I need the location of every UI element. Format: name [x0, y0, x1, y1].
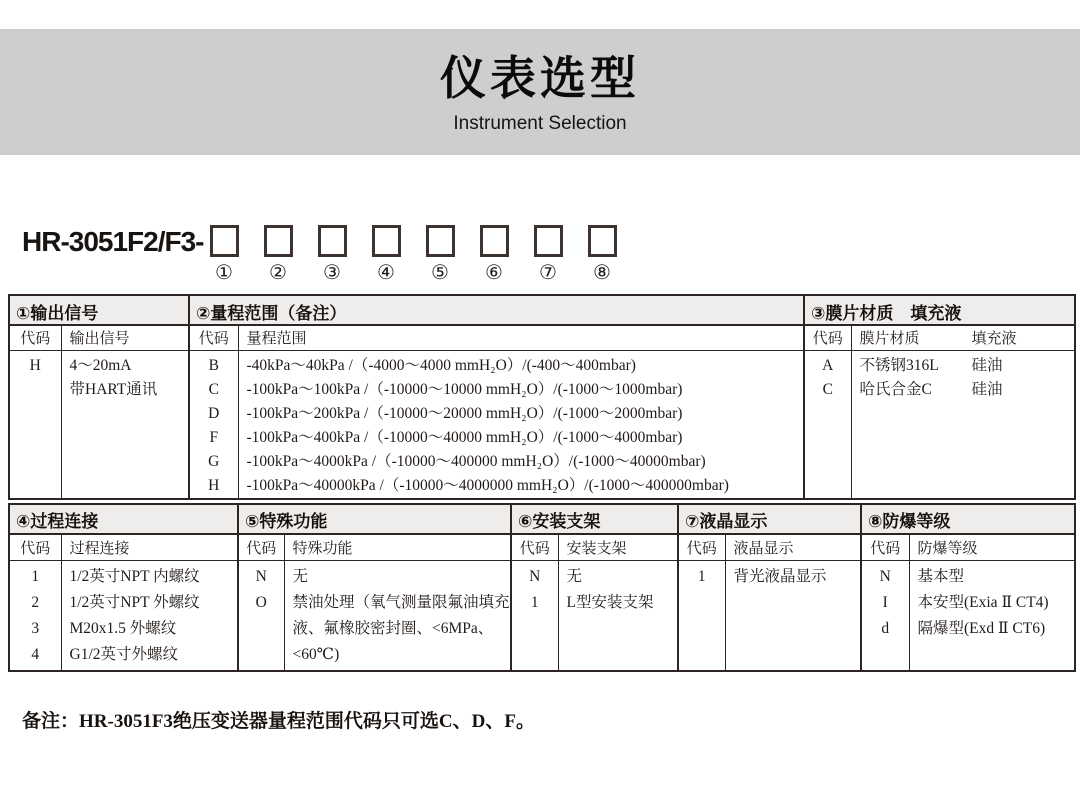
diaphragm-code: A — [822, 356, 834, 374]
special-code: N — [255, 568, 267, 585]
model-code-row — [22, 225, 1080, 284]
diaphragm-code: C — [822, 380, 833, 398]
process-desc-cell — [61, 561, 238, 671]
output-desc-line: 带HART通讯 — [69, 380, 158, 398]
range-desc: -100kPa～100kPa /（-10000～10000 mmH₂O）/(-1000～1000mbar) — [246, 380, 683, 398]
special-desc: 禁油处理（氧气测量限氟油填充液、氟橡胶密封圈、<6MPa、<60℃) — [292, 594, 510, 663]
explosion-code-header: 代码 — [861, 534, 909, 561]
range-code: G — [208, 452, 220, 470]
process-desc: 1/2英寸NPT 内螺纹 — [69, 568, 200, 585]
model-slot-1 — [210, 225, 239, 284]
range-code: F — [209, 428, 219, 446]
position-number-3: ③ — [323, 262, 341, 284]
process-desc: M20x1.5 外螺纹 — [69, 620, 177, 637]
explosion-code: d — [881, 620, 890, 637]
model-slot-6 — [480, 225, 509, 284]
model-code-box-8 — [588, 225, 617, 257]
range-desc: -100kPa～40000kPa /（-10000～4000000 mmH₂O）/(-1000～400000mbar) — [246, 476, 729, 494]
diaphragm-desc-cell — [851, 350, 1075, 499]
range-desc-cell — [238, 350, 804, 499]
page-banner — [0, 29, 1080, 155]
process-desc: 1/2英寸NPT 外螺纹 — [69, 594, 200, 611]
model-code-box-5 — [426, 225, 455, 257]
model-slot-2 — [264, 225, 293, 284]
explosion-desc: 基本型 — [917, 568, 965, 585]
explosion-code: I — [882, 594, 888, 611]
diaphragm-fill: 硅油 — [971, 380, 1003, 398]
range-code: C — [208, 380, 219, 398]
bracket-code: 1 — [530, 594, 539, 611]
output-desc-header: 输出信号 — [61, 325, 189, 350]
special-desc-header: 特殊功能 — [284, 534, 511, 561]
range-desc-header: 量程范围 — [238, 325, 804, 350]
output-code: H — [29, 356, 41, 374]
bottom-body-row — [9, 561, 1075, 671]
top-section-header-row — [9, 295, 1075, 325]
model-code-box-3 — [318, 225, 347, 257]
display-code-cell — [678, 561, 725, 671]
model-code-box-1 — [210, 225, 239, 257]
section-title-display: ⑦液晶显示 — [678, 504, 861, 534]
output-code-cell — [9, 350, 61, 499]
footer-note: 备注：HR-3051F3绝压变送器量程范围代码只可选C、D、F。 — [22, 710, 535, 732]
output-desc-cell — [61, 350, 189, 499]
display-desc-cell — [725, 561, 861, 671]
top-body-row — [9, 350, 1075, 499]
position-number-2: ② — [269, 262, 287, 284]
display-desc: 背光液晶显示 — [733, 568, 827, 585]
selection-table-top — [8, 294, 1076, 500]
section-title-process: ④过程连接 — [9, 504, 238, 534]
bottom-subheader-row — [9, 534, 1075, 561]
range-code-cell — [189, 350, 238, 499]
section-title-explosion: ⑧防爆等级 — [861, 504, 1075, 534]
bracket-code-cell — [511, 561, 558, 671]
explosion-desc: 本安型(Exia Ⅱ CT4) — [917, 594, 1049, 611]
process-desc: G1/2英寸外螺纹 — [69, 646, 179, 663]
top-subheader-row — [9, 325, 1075, 350]
explosion-desc: 隔爆型(Exd Ⅱ CT6) — [917, 620, 1046, 637]
range-desc: -40kPa～40kPa /（-4000～4000 mmH₂O）/(-400～400mbar) — [246, 356, 636, 374]
model-code-box-4 — [372, 225, 401, 257]
bracket-desc: L型安装支架 — [566, 594, 654, 611]
model-code-box-2 — [264, 225, 293, 257]
model-code-box-7 — [534, 225, 563, 257]
model-prefix: HR-3051F2/F3- — [22, 226, 204, 257]
bracket-code-header: 代码 — [511, 534, 558, 561]
range-desc: -100kPa～4000kPa /（-10000～400000 mmH₂O）/(-1000～40000mbar) — [246, 452, 706, 470]
diaphragm-row — [860, 378, 1075, 402]
display-desc-header: 液晶显示 — [725, 534, 861, 561]
special-code-cell — [238, 561, 284, 671]
explosion-code-cell — [861, 561, 909, 671]
process-code-cell — [9, 561, 61, 671]
diaphragm-code-header: 代码 — [804, 325, 851, 350]
special-code-header: 代码 — [238, 534, 284, 561]
section-title-bracket: ⑥安装支架 — [511, 504, 678, 534]
position-number-6: ⑥ — [485, 262, 503, 284]
page-subtitle: Instrument Selection — [453, 113, 627, 134]
output-code-header: 代码 — [9, 325, 61, 350]
process-desc-header: 过程连接 — [61, 534, 238, 561]
process-code: 1 — [31, 568, 40, 585]
diaphragm-material-header: 膜片材质 — [859, 331, 920, 348]
model-code-box-6 — [480, 225, 509, 257]
special-desc-cell — [284, 561, 511, 671]
bottom-section-header-row — [9, 504, 1075, 534]
range-desc: -100kPa～400kPa /（-10000～40000 mmH₂O）/(-1000～4000mbar) — [246, 428, 683, 446]
output-desc-line: 4～20mA — [69, 356, 132, 374]
range-code-header: 代码 — [189, 325, 238, 350]
process-code: 2 — [31, 594, 40, 611]
diaphragm-code-cell — [804, 350, 851, 499]
process-code-header: 代码 — [9, 534, 61, 561]
selection-table-bottom — [8, 503, 1076, 672]
model-slot-4 — [372, 225, 401, 284]
range-code: B — [208, 356, 219, 374]
display-code: 1 — [697, 568, 706, 585]
process-code: 4 — [31, 646, 40, 663]
section-title-diaphragm: ③膜片材质 填充液 — [804, 295, 1075, 325]
special-code: O — [255, 594, 267, 611]
page-title: 仪表选型 — [440, 52, 640, 104]
position-number-8: ⑧ — [593, 262, 611, 284]
model-code-slots — [210, 225, 642, 284]
section-title-output: ①输出信号 — [9, 295, 189, 325]
diaphragm-fill: 硅油 — [971, 356, 1003, 374]
range-desc: -100kPa～200kPa /（-10000～20000 mmH₂O）/(-1000～2000mbar) — [246, 404, 683, 422]
diaphragm-row — [860, 354, 1075, 378]
section-title-special: ⑤特殊功能 — [238, 504, 511, 534]
diaphragm-fill-header: 填充液 — [971, 331, 1017, 348]
range-code: D — [208, 404, 220, 422]
position-number-1: ① — [215, 262, 233, 284]
bracket-desc-header: 安装支架 — [558, 534, 678, 561]
range-code: H — [208, 476, 220, 494]
bracket-desc: 无 — [566, 568, 583, 585]
section-title-range: ②量程范围（备注） — [189, 295, 804, 325]
diaphragm-desc-header — [851, 325, 1075, 350]
model-slot-5 — [426, 225, 455, 284]
process-code: 3 — [31, 620, 40, 637]
explosion-desc-header: 防爆等级 — [909, 534, 1075, 561]
explosion-desc-cell — [909, 561, 1075, 671]
explosion-code: N — [879, 568, 891, 585]
model-slot-8 — [588, 225, 617, 284]
diaphragm-material: 哈氏合金C — [859, 380, 932, 398]
bracket-code: N — [529, 568, 541, 585]
display-code-header: 代码 — [678, 534, 725, 561]
position-number-5: ⑤ — [431, 262, 449, 284]
diaphragm-material: 不锈钢316L — [859, 356, 939, 374]
bracket-desc-cell — [558, 561, 678, 671]
model-slot-3 — [318, 225, 347, 284]
position-number-4: ④ — [377, 262, 395, 284]
model-slot-7 — [534, 225, 563, 284]
special-desc: 无 — [292, 568, 309, 585]
position-number-7: ⑦ — [539, 262, 557, 284]
